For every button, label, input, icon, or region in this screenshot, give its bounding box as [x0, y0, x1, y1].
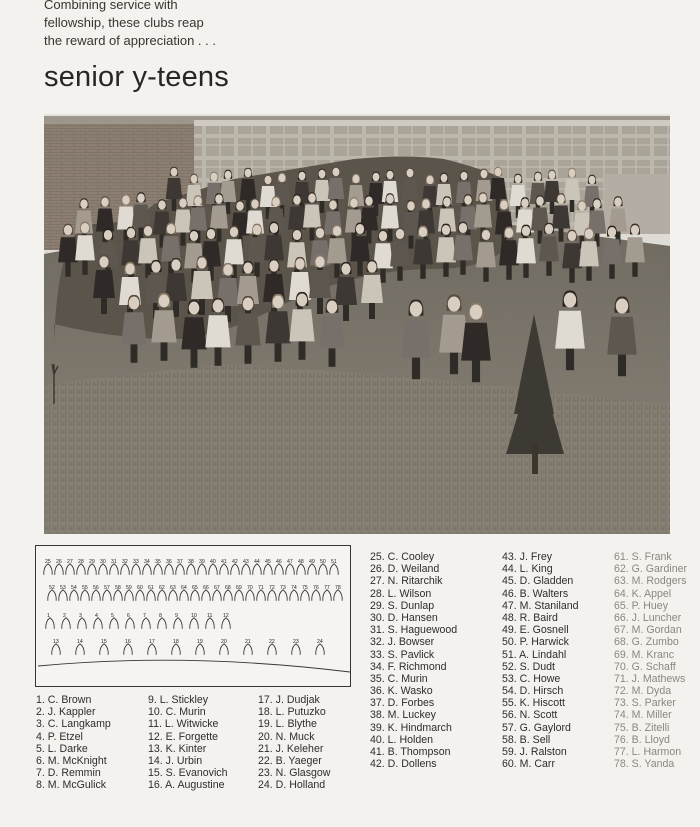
key-figure-outline	[70, 590, 78, 601]
roster-entry: 65. P. Huey	[614, 599, 668, 612]
key-figure-outline	[235, 590, 243, 601]
key-figure-outline	[126, 618, 134, 629]
key-figure-outline	[301, 590, 309, 601]
key-figure-outline	[264, 564, 272, 575]
key-number-label: 30	[100, 559, 106, 565]
key-figure-outline	[44, 564, 52, 575]
key-figure-outline	[148, 644, 156, 655]
key-number-label: 66	[203, 585, 209, 591]
key-figure-outline	[286, 564, 294, 575]
key-figure-outline	[142, 618, 150, 629]
key-figure-outline	[103, 590, 111, 601]
roster-entry: 9. L. Stickley	[148, 694, 209, 706]
roster-entry: 8. M. McGulick	[36, 779, 107, 792]
key-number-label: 15	[101, 639, 107, 645]
key-figure-outline	[213, 590, 221, 601]
roster-entry: 66. J. Luncher	[614, 611, 682, 624]
roster-entry: 15. S. Evanovich	[148, 767, 228, 780]
key-number-label: 60	[137, 585, 143, 591]
key-number-label: 72	[269, 585, 275, 591]
key-number-label: 2	[63, 613, 66, 619]
key-figure-outline	[180, 590, 188, 601]
key-number-label: 34	[144, 559, 150, 565]
key-figure-outline	[66, 564, 74, 575]
key-number-label: 57	[104, 585, 110, 591]
key-number-label: 61	[148, 585, 154, 591]
key-number-label: 17	[149, 639, 155, 645]
roster-entry: 54. D. Hirsch	[502, 685, 564, 698]
key-figure-outline	[158, 590, 166, 601]
roster-entry: 39. K. Hindmarch	[370, 721, 452, 734]
key-number-label: 16	[125, 639, 131, 645]
key-number-label: 25	[45, 559, 51, 565]
roster-column-1	[36, 694, 111, 792]
roster-entry: 77. L. Harmon	[614, 746, 682, 758]
roster-entry: 69. M. Kranc	[614, 648, 675, 661]
identification-key-map	[35, 545, 351, 687]
key-figure-outline	[172, 644, 180, 655]
key-figure-outline	[55, 564, 63, 575]
roster-entry: 42. D. Dollens	[370, 758, 437, 771]
key-number-label: 48	[298, 559, 304, 565]
key-figure-outline	[158, 618, 166, 629]
roster-entry: 26. D. Weiland	[370, 563, 440, 576]
roster-entry: 2. J. Kappler	[36, 706, 96, 719]
roster-entry: 46. B. Walters	[502, 587, 569, 600]
roster-entry: 24. D. Holland	[258, 779, 326, 792]
roster-entry: 25. C. Cooley	[370, 551, 435, 563]
key-number-label: 31	[111, 559, 117, 565]
key-figure-outline	[242, 564, 250, 575]
roster-entry: 64. K. Appel	[614, 587, 672, 600]
key-number-label: 9	[175, 613, 178, 619]
roster-entry: 57. G. Gaylord	[502, 721, 571, 734]
key-number-label: 29	[89, 559, 95, 565]
key-figure-outline	[99, 564, 107, 575]
roster-entry: 17. J. Dudjak	[258, 694, 320, 706]
roster-entry: 29. S. Dunlap	[370, 599, 435, 612]
key-figure-outline	[46, 618, 54, 629]
key-number-label: 36	[166, 559, 172, 565]
roster-entry: 3. C. Langkamp	[36, 718, 111, 731]
key-number-label: 58	[115, 585, 121, 591]
caption-line: Combining service with	[44, 0, 178, 12]
key-figure-outline	[100, 644, 108, 655]
key-number-label: 32	[122, 559, 128, 565]
key-figure-outline	[198, 564, 206, 575]
group-photo	[44, 114, 670, 534]
key-number-label: 41	[221, 559, 227, 565]
key-number-label: 22	[269, 639, 275, 645]
key-number-label: 14	[77, 639, 83, 645]
key-number-label: 45	[265, 559, 271, 565]
key-number-label: 5	[111, 613, 114, 619]
key-number-label: 71	[258, 585, 264, 591]
roster-entry: 32. J. Bowser	[370, 636, 435, 649]
key-number-label: 20	[221, 639, 227, 645]
roster-entry: 72. M. Dyda	[614, 685, 672, 698]
key-number-label: 37	[177, 559, 183, 565]
key-number-label: 13	[53, 639, 59, 645]
roster-entry: 51. A. Lindahl	[502, 648, 567, 661]
roster-entry: 6. M. McKnight	[36, 754, 107, 767]
key-number-label: 38	[188, 559, 194, 565]
key-number-label: 56	[93, 585, 99, 591]
key-figure-outline	[114, 590, 122, 601]
key-figure-outline	[110, 618, 118, 629]
roster-column-2	[148, 694, 228, 792]
key-number-label: 12	[223, 613, 229, 619]
roster-entry: 75. B. Zitelli	[614, 721, 670, 734]
key-number-label: 26	[56, 559, 62, 565]
key-figure-outline	[78, 618, 86, 629]
key-number-label: 7	[143, 613, 146, 619]
roster-column-4	[370, 551, 457, 770]
key-outline-drawing	[36, 546, 351, 687]
roster-entry: 41. B. Thompson	[370, 746, 451, 758]
key-figure-outline	[59, 590, 67, 601]
roster-entry: 37. D. Forbes	[370, 697, 435, 710]
key-figure-outline	[143, 564, 151, 575]
roster-entry: 56. N. Scott	[502, 709, 558, 722]
key-number-label: 42	[232, 559, 238, 565]
key-number-label: 69	[236, 585, 242, 591]
caption-line: fellowship, these clubs reap	[44, 15, 204, 30]
key-figure-outline	[92, 590, 100, 601]
roster-entry: 74. M. Miller	[614, 709, 672, 722]
roster-entry: 30. D. Hansen	[370, 611, 438, 624]
roster-entry: 68. G. Zumbo	[614, 636, 679, 649]
key-figure-outline	[76, 644, 84, 655]
roster-entry: 43. J. Frey	[502, 551, 553, 563]
roster-entry: 45. D. Gladden	[502, 575, 574, 588]
key-figure-outline	[268, 644, 276, 655]
roster-entry: 18. L. Putuzko	[258, 706, 326, 719]
key-figure-outline	[231, 564, 239, 575]
roster-column-5	[502, 551, 579, 770]
key-figure-outline	[196, 644, 204, 655]
key-number-label: 75	[302, 585, 308, 591]
key-number-label: 40	[210, 559, 216, 565]
key-figure-outline	[81, 590, 89, 601]
key-number-label: 64	[181, 585, 187, 591]
roster-column-6	[614, 551, 687, 770]
key-figure-outline	[202, 590, 210, 601]
key-number-label: 49	[309, 559, 315, 565]
key-figure-outline	[209, 564, 217, 575]
key-figure-outline	[77, 564, 85, 575]
key-figure-outline	[121, 564, 129, 575]
key-number-label: 62	[159, 585, 165, 591]
roster-entry: 16. A. Augustine	[148, 779, 225, 792]
key-number-label: 4	[95, 613, 98, 619]
key-figure-outline	[191, 590, 199, 601]
key-figure-outline	[275, 564, 283, 575]
key-number-label: 27	[67, 559, 73, 565]
key-figure-outline	[124, 644, 132, 655]
key-figure-outline	[279, 590, 287, 601]
key-number-label: 21	[245, 639, 251, 645]
key-ground-line	[38, 660, 350, 672]
key-number-label: 35	[155, 559, 161, 565]
roster-entry: 22. B. Yaeger	[258, 754, 322, 767]
roster-entry: 12. E. Forgette	[148, 730, 219, 743]
roster-entry: 48. R. Baird	[502, 611, 558, 624]
roster-entry: 47. M. Staniland	[502, 599, 579, 612]
roster-entry: 28. L. Wilson	[370, 587, 432, 600]
key-number-label: 77	[324, 585, 330, 591]
roster-entry: 31. S. Haguewood	[370, 624, 458, 637]
key-figure-outline	[308, 564, 316, 575]
roster-entry: 19. L. Blythe	[258, 718, 317, 731]
roster-entry: 59. J. Ralston	[502, 746, 567, 758]
key-number-label: 11	[207, 613, 213, 619]
key-number-label: 18	[173, 639, 179, 645]
roster-entry: 13. K. Kinter	[148, 742, 207, 755]
roster-entry: 34. F. Richmond	[370, 660, 447, 673]
key-number-label: 39	[199, 559, 205, 565]
roster-entry: 78. S. Yanda	[614, 758, 675, 771]
key-figure-outline	[165, 564, 173, 575]
key-figure-outline	[48, 590, 56, 601]
key-figure-outline	[154, 564, 162, 575]
roster-entry: 7. D. Remmin	[36, 767, 101, 780]
key-number-label: 73	[280, 585, 286, 591]
roster-entry: 71. J. Mathews	[614, 672, 686, 685]
roster-entry: 70. G. Schaff	[614, 660, 676, 673]
roster-entry: 58. B. Sell	[502, 733, 551, 746]
roster-entry: 21. J. Keleher	[258, 742, 324, 755]
key-number-label: 10	[191, 613, 197, 619]
roster-entry: 38. M. Luckey	[370, 709, 436, 722]
key-figure-outline	[220, 564, 228, 575]
roster-column-3	[258, 694, 330, 792]
key-figure-outline	[312, 590, 320, 601]
key-figure-outline	[244, 644, 252, 655]
roster-entry: 63. M. Rodgers	[614, 575, 687, 588]
key-number-label: 51	[331, 559, 337, 565]
key-figure-outline	[169, 590, 177, 601]
key-figure-outline	[316, 644, 324, 655]
key-number-label: 23	[293, 639, 299, 645]
key-figure-outline	[187, 564, 195, 575]
key-number-label: 50	[320, 559, 326, 565]
key-figure-outline	[206, 618, 214, 629]
key-number-label: 19	[197, 639, 203, 645]
key-number-label: 74	[291, 585, 297, 591]
key-number-label: 6	[127, 613, 130, 619]
key-figure-outline	[125, 590, 133, 601]
key-figure-outline	[246, 590, 254, 601]
key-number-label: 44	[254, 559, 260, 565]
page-title: senior y-teens	[44, 61, 229, 93]
key-number-label: 65	[192, 585, 198, 591]
roster-entry: 52. S. Dudt	[502, 660, 555, 673]
roster-entry: 35. C. Murin	[370, 672, 428, 685]
roster-entry: 60. M. Carr	[502, 758, 555, 771]
roster-entry: 76. B. Lloyd	[614, 733, 670, 746]
key-number-label: 28	[78, 559, 84, 565]
roster-entry: 67. M. Gordan	[614, 624, 682, 637]
key-number-label: 43	[243, 559, 249, 565]
roster-entry: 27. N. Ritarchik	[370, 575, 443, 588]
roster-entry: 53. C. Howe	[502, 672, 561, 685]
roster-entry: 44. L. King	[502, 563, 553, 576]
key-figure-outline	[136, 590, 144, 601]
key-number-label: 53	[60, 585, 66, 591]
roster-entry: 50. P. Harwick	[502, 636, 569, 649]
caption-line: the reward of appreciation . . .	[44, 33, 216, 48]
key-number-label: 67	[214, 585, 220, 591]
key-number-label: 47	[287, 559, 293, 565]
key-number-label: 8	[159, 613, 162, 619]
key-number-label: 46	[276, 559, 282, 565]
roster-entry: 14. J. Urbin	[148, 754, 203, 767]
roster-entry: 10. C. Murin	[148, 706, 206, 719]
key-number-label: 70	[247, 585, 253, 591]
roster-entry: 11. L. Witwicke	[148, 718, 219, 731]
key-figure-outline	[176, 564, 184, 575]
key-figure-outline	[110, 564, 118, 575]
roster-entry: 61. S. Frank	[614, 551, 672, 563]
roster-entry: 55. K. Hiscott	[502, 697, 565, 710]
roster-entry: 23. N. Glasgow	[258, 767, 331, 780]
key-number-label: 33	[133, 559, 139, 565]
key-number-label: 24	[317, 639, 323, 645]
key-number-label: 68	[225, 585, 231, 591]
roster-entry: 5. L. Darke	[36, 742, 88, 755]
key-number-label: 78	[335, 585, 341, 591]
roster-entry: 73. S. Parker	[614, 697, 676, 710]
key-figure-outline	[290, 590, 298, 601]
roster-entry: 62. G. Gardiner	[614, 563, 688, 576]
roster-entry: 4. P. Etzel	[36, 730, 83, 743]
roster-entry: 33. S. Pavlick	[370, 648, 435, 661]
roster-entry: 40. L. Holden	[370, 733, 434, 746]
key-figure-outline	[132, 564, 140, 575]
key-figure-outline	[94, 618, 102, 629]
key-figure-outline	[319, 564, 327, 575]
key-figure-outline	[174, 618, 182, 629]
key-number-label: 63	[170, 585, 176, 591]
key-figure-outline	[323, 590, 331, 601]
photo-caption	[44, 0, 364, 50]
key-number-label: 59	[126, 585, 132, 591]
key-figure-outline	[52, 644, 60, 655]
roster-entry: 20. N. Muck	[258, 730, 315, 743]
key-number-label: 52	[49, 585, 55, 591]
key-number-label: 1	[47, 613, 50, 619]
key-figure-outline	[334, 590, 342, 601]
key-figure-outline	[257, 590, 265, 601]
key-figure-outline	[292, 644, 300, 655]
key-figure-outline	[190, 618, 198, 629]
roster-entry: 36. K. Wasko	[370, 685, 433, 698]
key-figure-outline	[88, 564, 96, 575]
key-figure-outline	[224, 590, 232, 601]
key-figure-outline	[147, 590, 155, 601]
key-figure-outline	[253, 564, 261, 575]
key-number-label: 76	[313, 585, 319, 591]
key-number-label: 55	[82, 585, 88, 591]
roster-entry: 1. C. Brown	[36, 694, 92, 706]
key-figure-outline	[297, 564, 305, 575]
key-figure-outline	[268, 590, 276, 601]
key-figure-outline	[330, 564, 338, 575]
key-number-label: 3	[79, 613, 82, 619]
key-number-label: 54	[71, 585, 77, 591]
group-photo-illustration	[44, 114, 670, 534]
key-figure-outline	[222, 618, 230, 629]
roster-entry: 49. E. Gosnell	[502, 624, 569, 637]
key-figure-outline	[62, 618, 70, 629]
key-figure-outline	[220, 644, 228, 655]
